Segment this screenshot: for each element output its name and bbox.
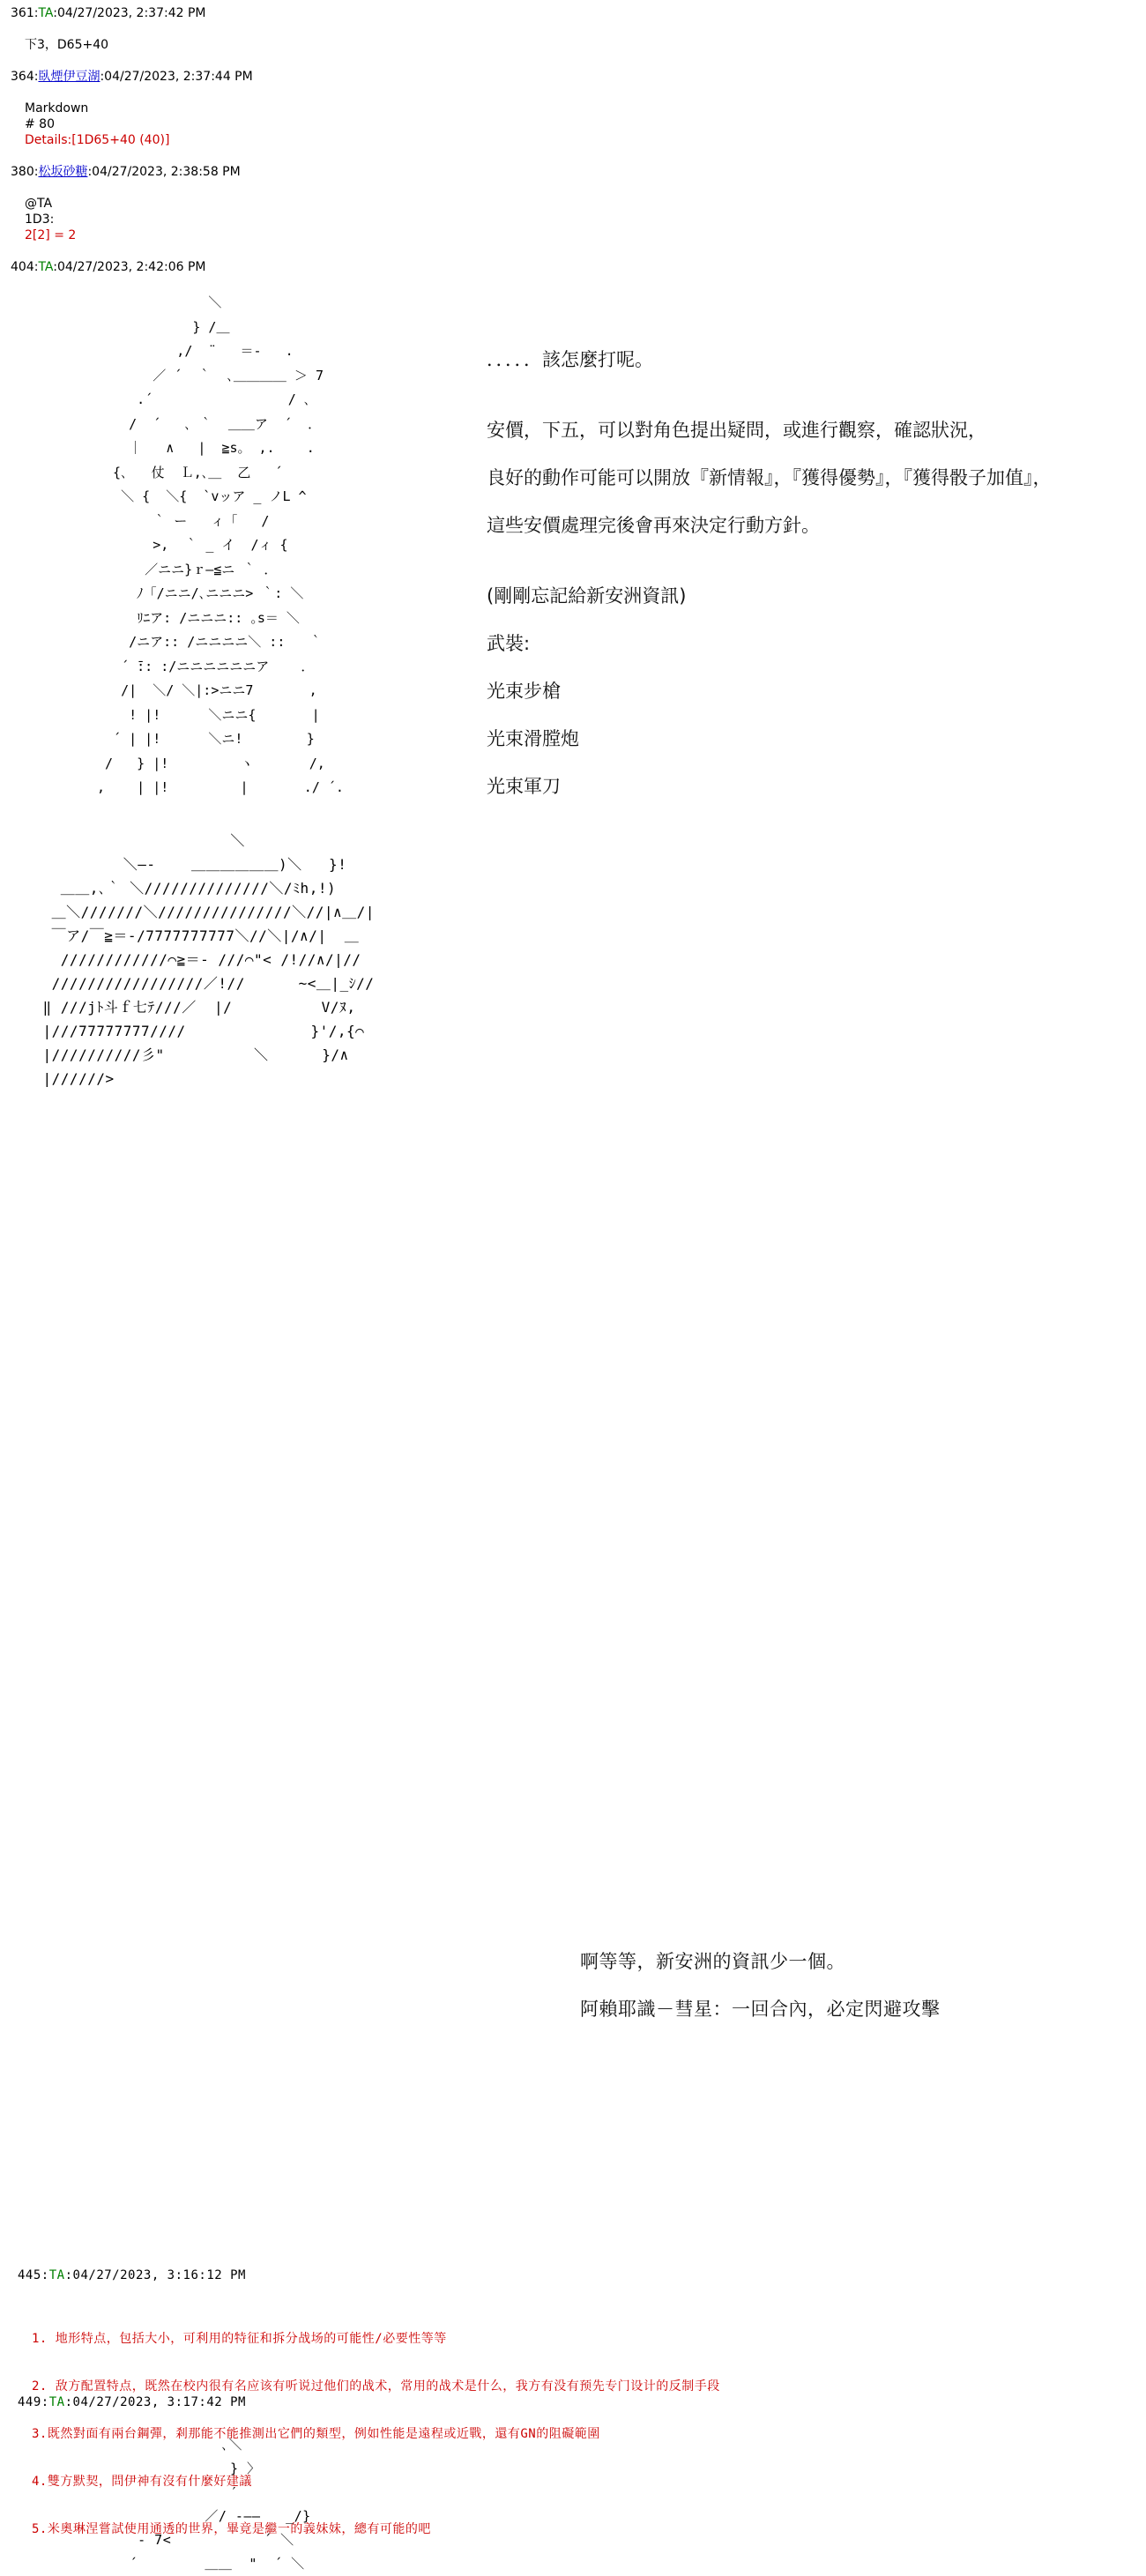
post-number: 361 <box>11 6 34 20</box>
poster-name: TA <box>38 260 54 274</box>
speech-line: 啊等等，新安洲的資訊少一個。 <box>580 1951 845 1972</box>
post-header-404: 404:TA:04/27/2023, 2:42:06 PM <box>11 260 206 274</box>
dice-result: Details:[1D65+40 (40)] <box>25 133 170 147</box>
speech-line: 良好的動作可能可以開放『新情報』，『獲得優勢』，『獲得骰子加值』， <box>487 467 1052 488</box>
poster-name: TA <box>48 2268 65 2282</box>
rules-item: 5.米奧琳涅嘗試使用通透的世界，畢竟是繼一的義妹妹，總有可能的吧 <box>32 2522 431 2536</box>
post-number: 404 <box>11 260 34 274</box>
post-date: 04/27/2023, 2:42:06 PM <box>56 260 206 274</box>
post-line: 1D3: <box>25 212 55 227</box>
speech-line: 光束步槍 <box>487 681 561 702</box>
post-number: 364 <box>11 70 34 84</box>
post-date: 04/27/2023, 3:16:12 PM <box>72 2268 246 2282</box>
post-date: 04/27/2023, 2:37:44 PM <box>104 70 253 84</box>
speech-line: 這些安價處理完後會再來決定行動方針。 <box>487 515 820 536</box>
poster-name: TA <box>48 2395 65 2409</box>
rules-item: 4.雙方默契，問伊神有沒有什麼好建議 <box>32 2475 252 2489</box>
post-line: @TA <box>25 197 53 211</box>
ascii-art-character-1: ＼ } /＿ ,/ ¨ ＝- . ／ ´ ｀ ､＿＿＿＿ ＞ 7 .´ / ､ / ´ ､ ｀ ＿＿ア ´ ． ｜ ∧ | ≧s。 ,. . {､ 仗 Ｌ,､＿ 乙 ´ ＼ { ＼{ `vッア _ ノL ^ ｀ ー ィ「 / >, ｀ _ イ /ィ { ／ニニ}ｒ―≦ニ ｀ ． ﾉ「/ニニ/､ニニニ> ｀: ＼ ﾘﾆア: /ニニニ:: ｡s＝ ＼ /ニア:: /ニニニニ＼ :: ｀ ´ ̄:: :/ニニニニニニア ． /| ＼/ ＼|:>ニニ7 , ! |! ＼ニニ{ | ´ | |! ＼ニ! } / } |! ヽ /, , | |! | ./ ´. <box>97 294 344 795</box>
post-header-364: 364:臥煙伊豆湖:04/27/2023, 2:37:44 PM <box>11 70 253 84</box>
post-date: 04/27/2023, 2:38:58 PM <box>92 165 241 179</box>
speech-line: ．．．．．該怎麼打呢。 <box>487 349 653 370</box>
speech-line: 光束軍刀 <box>487 776 561 797</box>
speech-line: 武裝: <box>487 633 531 654</box>
poster-name-link[interactable]: 臥煙伊豆湖 <box>38 70 100 84</box>
post-line: # 80 <box>25 117 55 131</box>
post-date: 04/27/2023, 2:37:42 PM <box>56 6 206 20</box>
speech-line: 阿賴耶識－彗星：一回合內，必定閃避攻擊 <box>580 1999 941 2020</box>
speech-line: 光束滑膛炮 <box>487 728 579 749</box>
rules-item: 3.既然對面有兩台鋼彈，剎那能不能推測出它們的類型，例如性能是遠程或近戰，還有GN的阻礙範圍 <box>32 2427 600 2441</box>
ascii-art-character-3: ､＼ } 〉 ′ ／/ -―― _/} - 7< ´ ＼ ´ ＿＿ " ´ ＼ <box>129 2437 311 2572</box>
post-body-364 <box>25 101 169 148</box>
rules-item: 2. 敌方配置特点，既然在校内很有名应该有听说过他们的战术，常用的战术是什么，我方有没有预先专门设计的反制手段 <box>32 2379 720 2394</box>
post-header-449: 449:TA:04/27/2023, 3:17:42 PM <box>18 2395 246 2409</box>
post-line: Markdown <box>25 101 89 115</box>
post-header-361: 361:TA:04/27/2023, 2:37:42 PM <box>11 6 206 20</box>
poster-name-link[interactable]: 松坂砂糖 <box>38 165 88 179</box>
post-header-380: 380:松坂砂糖:04/27/2023, 2:38:58 PM <box>11 165 241 179</box>
rules-item: 1. 地形特点，包括大小，可利用的特征和拆分战场的可能性/必要性等等 <box>32 2332 447 2346</box>
post-number: 449 <box>18 2395 41 2409</box>
post-line: 下3，D65+40 <box>25 38 109 52</box>
post-header-445: 445:TA:04/27/2023, 3:16:12 PM <box>18 2268 246 2282</box>
post-date: 04/27/2023, 3:17:42 PM <box>72 2395 246 2409</box>
poster-name: TA <box>38 6 54 20</box>
dice-result: 2[2] = 2 <box>25 228 77 242</box>
post-body-361 <box>25 37 108 53</box>
ascii-art-character-2: ＼ ＼―- ＿＿＿＿＿＿)＼ }! ＿＿,､｀ ＼//////////////＼/ﾐh,!) ＿＼///////＼///////////////＼//|∧＿/| ￣ア/￣≧＝-/7777777777＼//＼|/∧/| ＿ ////////////⌒≧＝- ///⌒"< /!//∧/|// /////////////////／!// ~<＿|_ｼ// ‖ ///jﾄ斗ｆ七ﾃ///／ |/ V/ﾇ, |///77777777//// }'/,{⌒ |//////////彡" ＼ }/∧ |//////> 啊等等，新安洲的資訊少一個。 阿賴耶識－彗星：一回合內，必定閃避攻擊 445:TA:04/27/2023, 3:16:12 PM 1. 地形特点，包括大小，可利用的特征和拆分战场的可能性/必要性等等 2. 敌方配置特点，既然在校内很有名应该有听说过他们的战术，常用的战术是什么，我方有没有预先专门设计的反制手段 3.既然對面有兩台鋼彈，剎那能不能推測出它們的類型，例如性能是遠程或近戰，還有GN的阻礙範圍 4.雙方默契，問伊神有沒有什麼好建議 5.米奧琳涅嘗試使用通透的世界，畢竟是繼一的義妹妹，總有可能的吧 449:TA:04/27/2023, 3:17:42 PM ､＼ } 〉 ′ ／/ -―― _/} - 7< ´ ＼ ´ ＿＿ " ´ ＼ <box>7 829 375 1471</box>
post-number: 380 <box>11 165 34 179</box>
speech-line: (剛剛忘記給新安洲資訊) <box>487 585 687 607</box>
post-body-380 <box>25 196 76 243</box>
speech-line: 安價，下五，可以對角色提出疑問，或進行觀察，確認狀況， <box>487 420 986 441</box>
post-number: 445 <box>18 2268 41 2282</box>
